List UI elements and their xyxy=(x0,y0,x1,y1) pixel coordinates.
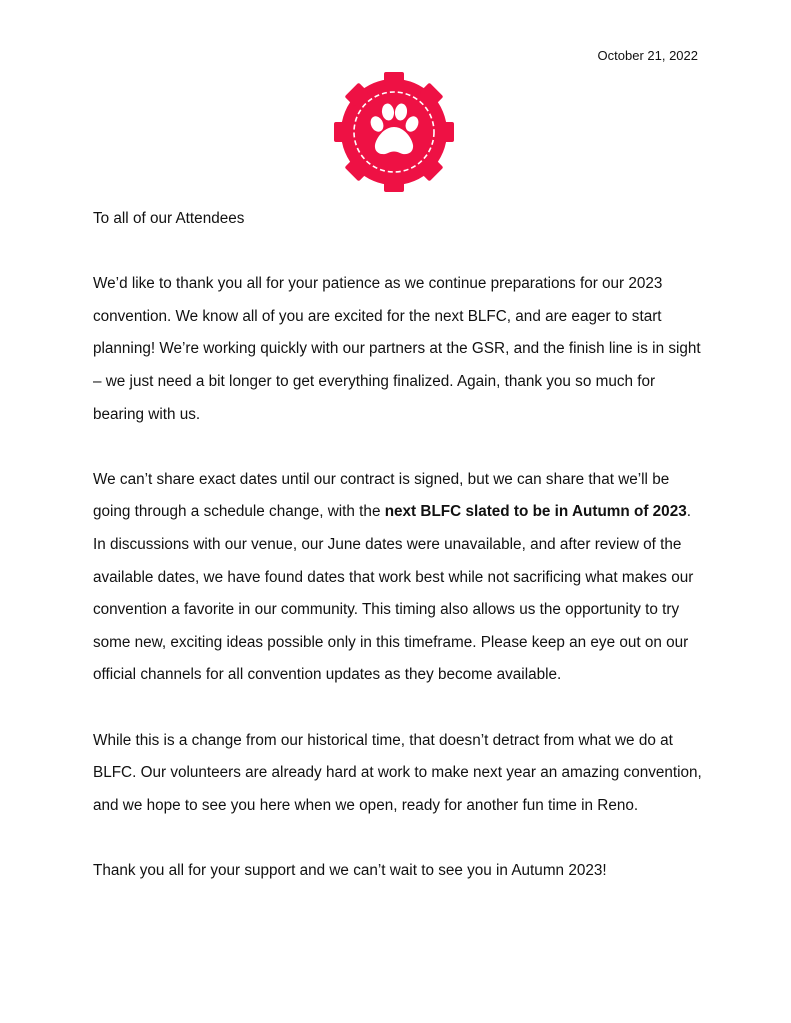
letter-date: October 21, 2022 xyxy=(597,48,698,63)
paragraph-2-text-end: . In discussions with our venue, our June dates were unavailable, and after review of the available dates, we have found dates that work best while not sacrificing what makes our convention a favorite in our community. This timing also allows us the opportunity to try some new, exciting ideas possible only in this timeframe. Please keep an eye out on our official channels for all convention updates as they become available. xyxy=(93,503,694,684)
letter-body xyxy=(93,203,703,887)
letter-salutation: To all of our Attendees xyxy=(93,210,245,227)
paragraph-2-bold-text: next BLFC slated to be in Autumn of 2023 xyxy=(384,503,687,521)
letter-paragraph-1: We’d like to thank you all for your patience as we continue preparations for our 2023 convention. We know all of you are excited for the next BLFC, and are eager to start planning! We’re working quickly with our partners at the GSR, and the finish line is in sight – we just need a bit longer to get everything finalized. Again, thank you so much for bearing with us. xyxy=(93,275,701,423)
letter-paragraph-2 xyxy=(93,464,703,692)
letter-closing: Thank you all for your support and we can’t wait to see you in Autumn 2023! xyxy=(93,861,607,879)
paw-print-badge-icon xyxy=(334,72,454,192)
letter-paragraph-3: While this is a change from our historical time, that doesn’t detract from what we do at BLFC. Our volunteers are already hard at work to make next year an amazing convention, and we hope to see you here when we open, ready for another fun time in Reno. xyxy=(93,731,702,814)
paragraph-2-text-start: We can’t share exact dates until our contract is signed, but we can share that we’ll be going through a schedule change, with the xyxy=(93,470,670,521)
